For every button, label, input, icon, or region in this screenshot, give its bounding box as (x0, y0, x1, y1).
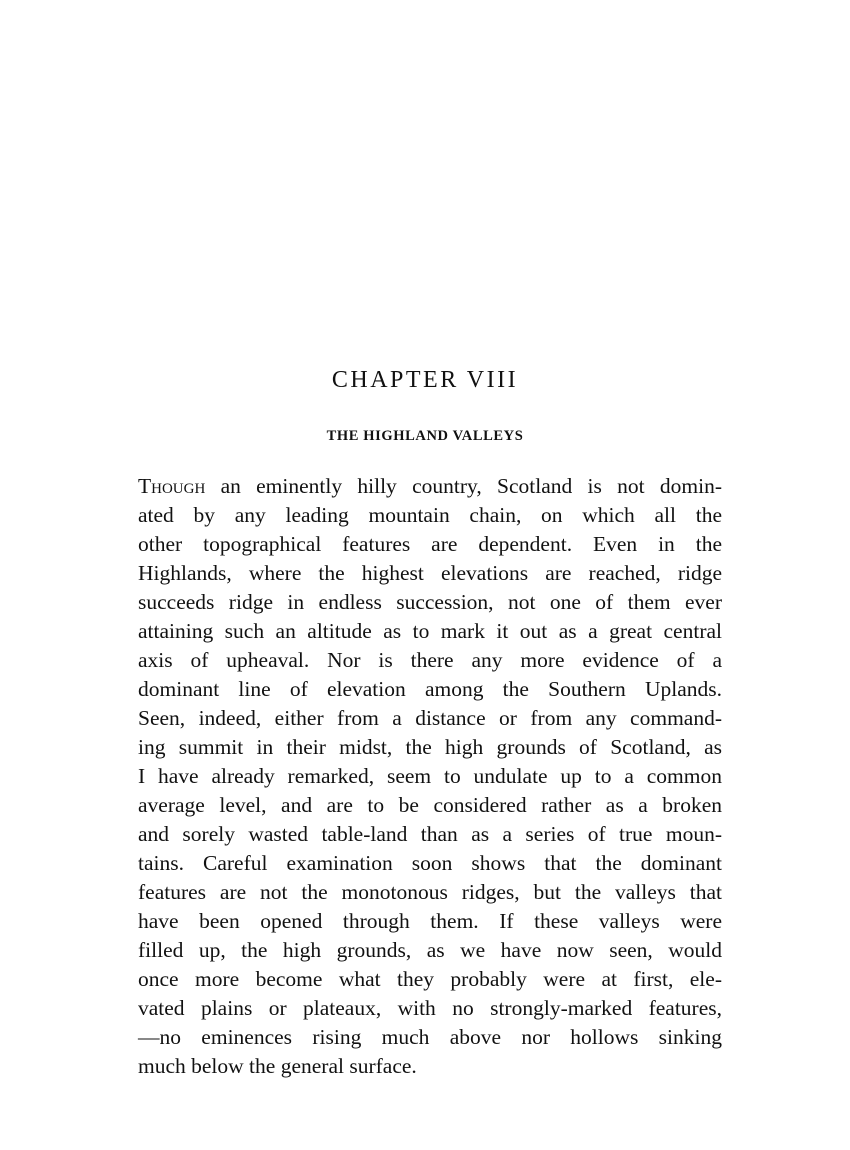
text-line: attaining such an altitude as to mark it out as a great central (138, 619, 722, 643)
text-line: dominant line of elevation among the Southern Uplands. (138, 677, 722, 701)
first-line-text: an eminently hilly country, Scotland is not domin- (205, 474, 722, 498)
text-line-last: much below the general surface. (138, 1054, 417, 1078)
text-line: ated by any leading mountain chain, on which all the (138, 503, 722, 527)
text-line: filled up, the high grounds, as we have now seen, would (138, 938, 722, 962)
opening-word: Though (138, 474, 206, 498)
text-line: Highlands, where the highest elevations are reached, ridge (138, 561, 722, 585)
text-line: features are not the monotonous ridges, but the valleys that (138, 880, 722, 904)
text-line: have been opened through them. If these valleys were (138, 909, 722, 933)
body-paragraph (138, 472, 722, 1081)
text-line: axis of upheaval. Nor is there any more evidence of a (138, 648, 722, 672)
chapter-heading: CHAPTER VIII (331, 367, 519, 393)
text-line: I have already remarked, seem to undulate up to a common (138, 764, 722, 788)
text-line: average level, and are to be considered rather as a broken (138, 793, 722, 817)
text-line: succeeds ridge in endless succession, not one of them ever (138, 590, 722, 614)
text-line (138, 472, 722, 501)
text-line: tains. Careful examination soon shows that the dominant (138, 851, 722, 875)
text-line: —no eminences rising much above nor hollows sinking (138, 1025, 722, 1049)
text-line: and sorely wasted table-land than as a series of true moun- (138, 822, 722, 846)
chapter-title: THE HIGHLAND VALLEYS (326, 428, 524, 444)
text-line: other topographical features are dependent. Even in the (138, 532, 722, 556)
text-line: once more become what they probably were at first, ele- (138, 967, 722, 991)
text-line: ing summit in their midst, the high grounds of Scotland, as (138, 735, 722, 759)
text-line: Seen, indeed, either from a distance or from any command- (138, 706, 722, 730)
text-line: vated plains or plateaux, with no strongly-marked features, (138, 996, 722, 1020)
